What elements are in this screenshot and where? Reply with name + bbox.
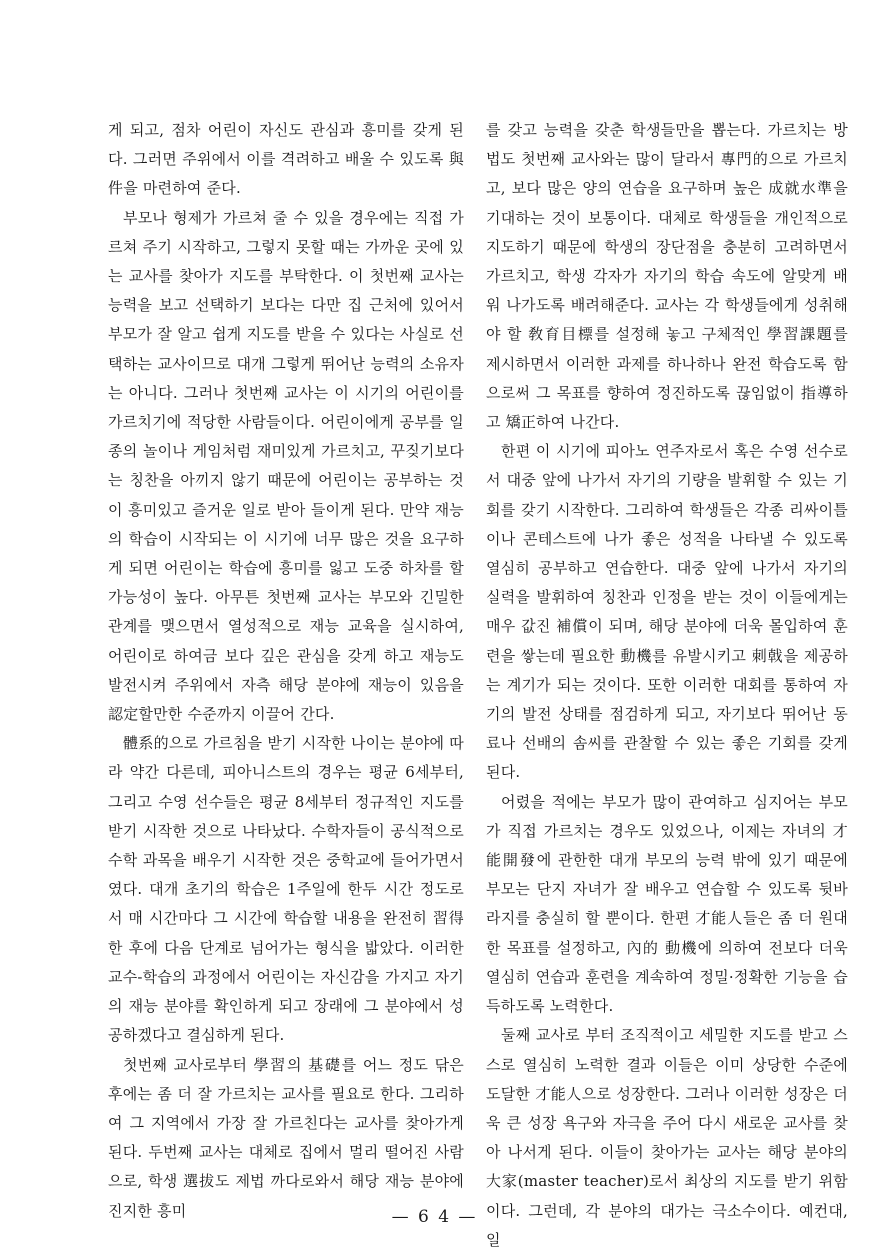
paragraph: 첫번째 교사로부터 學習의 基礎를 어느 정도 닦은 후에는 좀 더 잘 가르치는 교사를 필요로 한다. 그리하여 그 지역에서 가장 잘 가르친다는 교사를 찾아가게 된다. 두번째 교사는 대체로 집에서 멀리 떨어진 사람으로, 학생 選拔도 제법 까다로와서 해당 재능 분야에 진지한 흥미 [108, 1055, 464, 1220]
paragraph: 體系的으로 가르침을 받기 시작한 나이는 분야에 따라 약간 다른데, 피아니스트의 경우는 평균 6세부터, 그리고 수영 선수들은 평균 8세부터 정규적인 지도를 받기 시작한 것으로 나타났다. 수학자들이 공식적으로 수학 과목을 배우기 시작한 것은 중학교에 들어가면서 였다. 대개 초기의 학습은 1주일에 한두 시간 정도로서 매 시간마다 그 시간에 학습할 내용을 완전히 習得한 후에 다음 단계로 넘어가는 형식을 밟았다. 이러한 교수-학습의 과정에서 어린이는 자신감을 가지고 자기의 재능 분야를 확인하게 되고 장래에 그 분야에서 성공하겠다고 결심하게 된다. [108, 734, 464, 1045]
paragraph: 어렸을 적에는 부모가 많이 관여하고 심지어는 부모가 직접 가르치는 경우도 있었으나, 이제는 자녀의 才能開發에 관한한 대개 부모의 능력 밖에 있기 때문에 부모는 단지 자녀가 잘 배우고 연습할 수 있도록 뒷바라지를 충실히 할 뿐이다. 한편 才能人들은 좀 더 원대한 목표를 설정하고, 內的 動機에 의하여 전보다 더욱 열심히 연습과 훈련을 계속하여 정밀·정확한 기능을 습득하도록 노력한다. [486, 792, 848, 1016]
paragraph: 부모나 형제가 가르쳐 줄 수 있을 경우에는 직접 가르쳐 주기 시작하고, 그렇지 못할 때는 가까운 곳에 있는 교사를 찾아가 지도를 부탁한다. 이 첫번째 교사는 능력을 보고 선택하기 보다는 다만 집 근처에 있어서 부모가 잘 알고 쉽게 지도를 받을 수 있다는 사실로 선택하는 교사이므로 대개 그렇게 뛰어난 능력의 소유자는 아니다. 그러나 첫번째 교사는 이 시기의 어린이를 가르치기에 적당한 사람들이다. 어린이에게 공부를 일종의 놀이나 게임처럼 재미있게 가르치고, 꾸짖기보다는 칭찬을 아끼지 않기 때문에 어린이는 공부하는 것이 흥미있고 즐거운 일로 받아 들이게 된다. 만약 재능의 학습이 시작되는 이 시기에 너무 많은 것을 요구하게 되면 어린이는 학습에 흥미를 잃고 도중 하차를 할 가능성이 높다. 아무튼 첫번째 교사는 부모와 긴밀한 관계를 맺으면서 열성적으로 재능 교육을 실시하여, 어린이로 하여금 보다 깊은 관심을 갖게 하고 재능도 발전시켜 주위에서 자측 해당 분야에 재능이 있음을 認定할만한 수준까지 이끌어 간다. [108, 208, 464, 724]
page-number: — 6 4 — [391, 1207, 478, 1227]
right-column [486, 116, 848, 1255]
paragraph: 를 갖고 능력을 갖춘 학생들만을 뽑는다. 가르치는 방법도 첫번째 교사와는 많이 달라서 專門的으로 가르치고, 보다 많은 양의 연습을 요구하며 높은 成就水準을 기대하는 것이 보통이다. 대체로 학생들을 개인적으로 지도하기 때문에 학생의 장단점을 충분히 고려하면서 가르치고, 학생 각자가 자기의 학습 속도에 알맞게 배워 나가도록 배려해준다. 교사는 각 학생들에게 성취해야 할 敎育目標를 설정해 놓고 구체적인 學習課題를 제시하면서 이러한 과제를 하나하나 완전 학습도록 함으로써 그 목표를 향하여 정진하도록 끊임없이 指導하고 矯正하여 나간다. [486, 121, 848, 432]
paragraph: 둘째 교사로 부터 조직적이고 세밀한 지도를 받고 스스로 열심히 노력한 결과 이들은 이미 상당한 수준에 도달한 才能人으로 성장한다. 그러나 이러한 성장은 더욱 큰 성장 욕구와 자극을 주어 다시 새로운 교사를 찾아 나서게 된다. 이들이 찾아가는 교사는 해당 분야의 大家(master teacher)로서 최상의 지도를 받기 위함이다. 그런데, 각 분야의 대가는 극소수이다. 예컨대, 일 [486, 1026, 848, 1249]
paragraph: 게 되고, 점차 어린이 자신도 관심과 흥미를 갖게 된다. 그러면 주위에서 이를 격려하고 배울 수 있도록 與件을 마련하여 준다. [108, 121, 464, 198]
paragraph: 한편 이 시기에 피아노 연주자로서 혹은 수영 선수로서 대중 앞에 나가서 자기의 기량을 발휘할 수 있는 기회를 갖기 시작한다. 그리하여 학생들은 각종 리싸이틀이나 콘테스트에 나가 좋은 성적을 나타낼 수 있도록 열심히 공부하고 연습한다. 대중 앞에 나가서 자기의 실력을 발휘하여 칭찬과 인정을 받는 것이 이들에게는 매우 값진 補償이 되며, 해당 분야에 더욱 몰입하여 훈련을 쌓는데 필요한 動機를 유발시키고 刺戟을 제공하는 계기가 되는 것이다. 또한 이러한 대회를 통하여 자기의 발전 상태를 점검하게 되고, 자기보다 뛰어난 동료나 선배의 솜씨를 관찰할 수 있는 좋은 기회를 갖게 된다. [486, 442, 848, 782]
left-column [108, 116, 464, 1226]
